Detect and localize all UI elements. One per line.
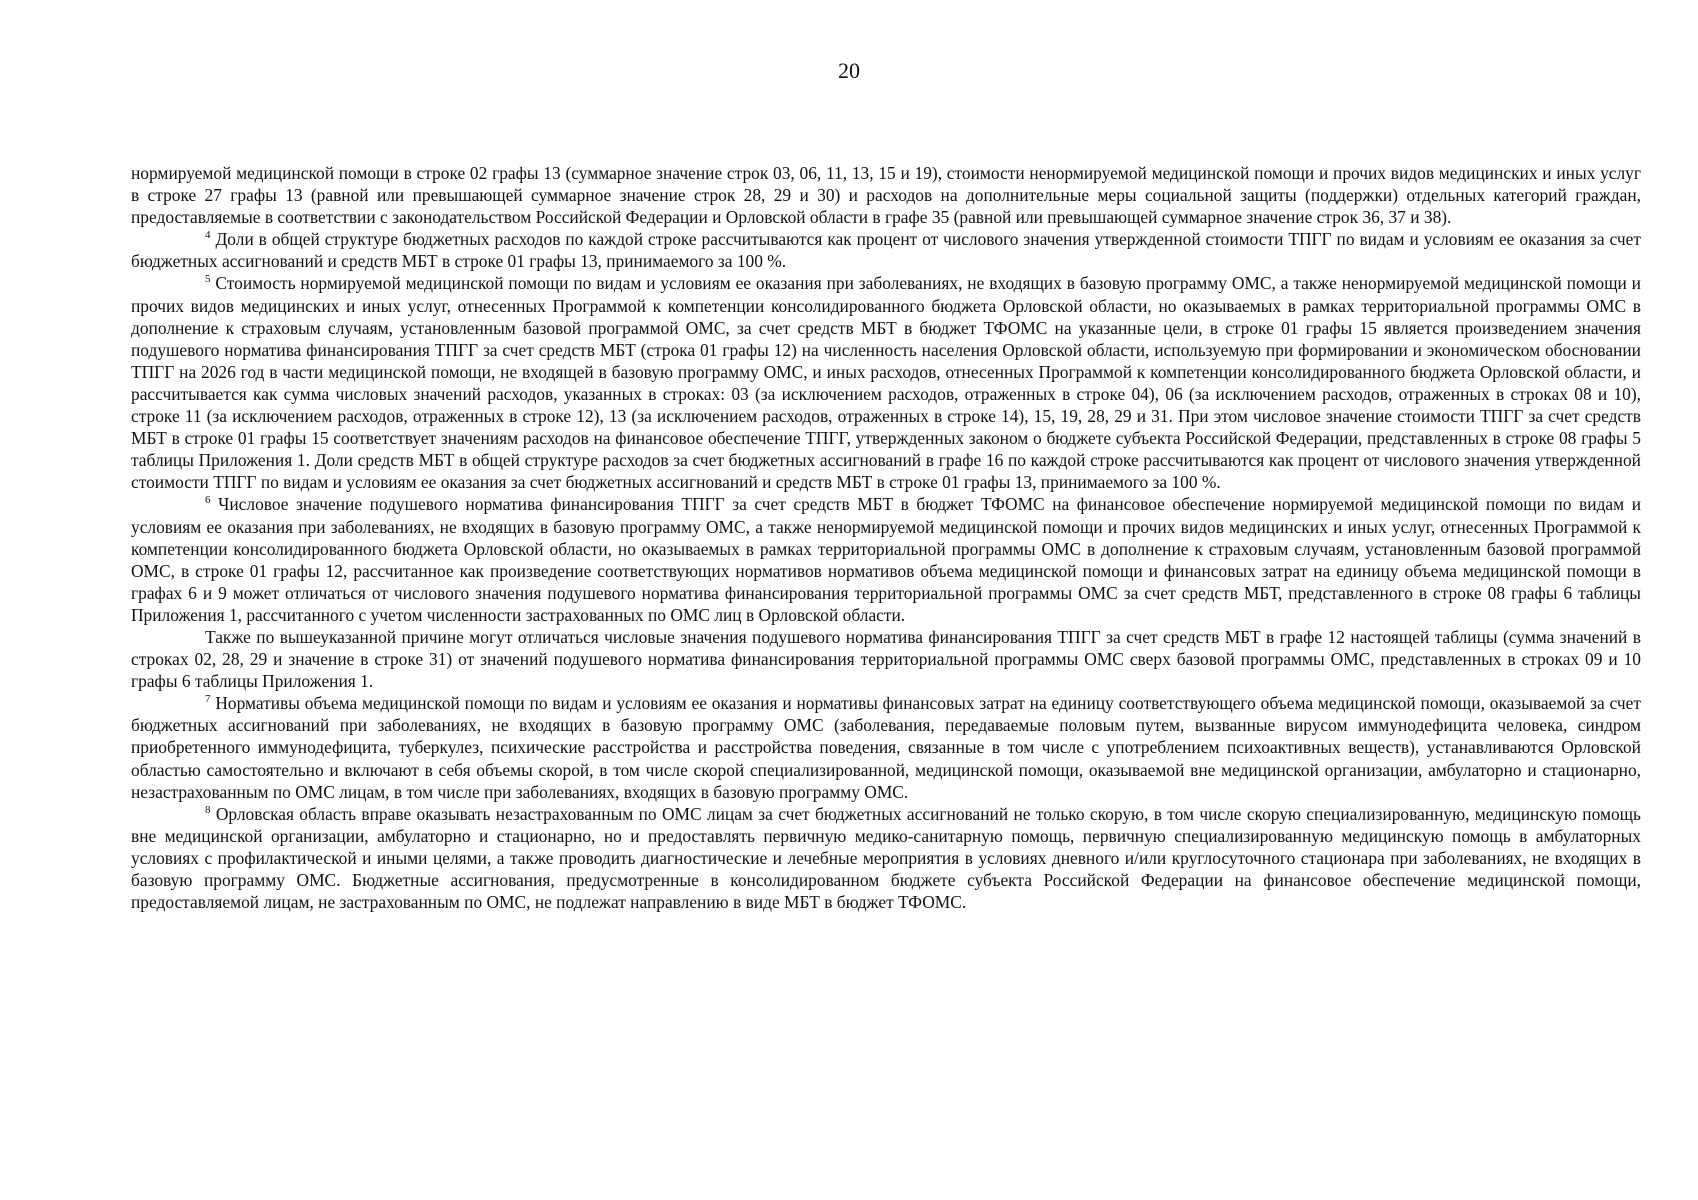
footnote-marker: 6 bbox=[205, 494, 211, 507]
footnote-7 bbox=[131, 692, 1641, 802]
footnote-4 bbox=[131, 228, 1641, 272]
footnote-text: Орловская область вправе оказывать незастрахованным по ОМС лицам за счет бюджетных ассигнований не только скорую, в том числе скорую специализированную, медицинскую помощь вне медицинской организации, амбулаторно и стационарно, но и предоставлять первичную медико-санитарную помощь, первичную специализированную медицинскую помощь в амбулаторных условиях с профилактической и иными целями, а также проводить диагностические и лечебные мероприятия в условиях дневного и/или круглосуточного стационара при заболеваниях, не входящих в базовую программу ОМС. Бюджетные ассигнования, предусмотренные в консолидированном бюджете субъекта Российской Федерации на финансовое обеспечение медицинской помощи, предоставляемой лицам, не застрахованным по ОМС, не подлежат направлению в виде МБТ в бюджет ТФОМС. bbox=[131, 803, 1641, 913]
footnote-text: Стоимость нормируемой медицинской помощи по видам и условиям ее оказания при заболеваниях, не входящих в базовую программу ОМС, а также ненормируемой медицинской помощи и прочих видов медицинских и иных услуг, отнесенных Программой к компетенции консолидированного бюджета Орловской области, но оказываемых в рамках территориальной программы ОМС в дополнение к страховым случаям, установленным базовой программой ОМС, за счет средств МБТ в бюджет ТФОМС на указанные цели, в строке 01 графы 15 является произведением значения подушевого норматива финансирования ТПГГ за счет средств МБТ (строка 01 графы 12) на численность населения Орловской области, используемую при формировании и экономическом обосновании ТПГГ на 2026 год в части медицинской помощи, не входящей в базовую программу ОМС, и иных расходов, отнесенных Программой к компетенции консолидированного бюджета Орловской области, и рассчитывается как сумма числовых значений расходов, указанных в строках: 03 (за исключением расходов, отраженных в строке 04), 06 (за исключением расходов, отраженных в строках 08 и 10), строке 11 (за исключением расходов, отраженных в строке 12), 13 (за исключением расходов, отраженных в строке 14), 15, 19, 28, 29 и 31. При этом числовое значение стоимости ТПГГ за счет средств МБТ в строке 01 графы 15 соответствует значениям расходов на финансовое обеспечение ТПГГ, утвержденных законом о бюджете субъекта Российской Федерации, представленных в строке 08 графы 5 таблицы Приложения 1. Доли средств МБТ в общей структуре расходов за счет бюджетных ассигнований в графе 16 по каждой строке рассчитываются как процент от числового значения утвержденной стоимости ТПГГ по видам и условиям ее оказания за счет бюджетных ассигнований и средств МБТ в строке 01 графы 13, принимаемого за 100 %. bbox=[131, 273, 1641, 493]
paragraph-text: нормируемой медицинской помощи в строке 02 графы 13 (суммарное значение строк 03, 06, 11, 13, 15 и 19), стоимости ненормируемой медицинской помощи и прочих видов медицинских и иных услуг в строке 27 графы 13 (равной или превышающей суммарное значение строк 28, 29 и 30) и расходов на дополнительные меры социальной защиты (поддержки) отдельных категорий граждан, предоставляемые в соответствии с законодательством Российской Федерации и Орловской области в графе 35 (равной или превышающей суммарное значение строк 36, 37 и 38). bbox=[131, 163, 1641, 228]
footnote-marker: 7 bbox=[205, 693, 211, 706]
footnote-text: Числовое значение подушевого норматива финансирования ТПГГ за счет средств МБТ в бюджет ТФОМС на финансовое обеспечение нормируемой медицинской помощи по видам и условиям ее оказания при заболеваниях, не входящих в базовую программу ОМС, а также ненормируемой медицинской помощи и прочих видов медицинских и иных услуг, отнесенных Программой к компетенции консолидированного бюджета Орловской области, но оказываемых в рамках территориальной программы ОМС в дополнение к страховым случаям, установленным базовой программой ОМС, в строке 01 графы 12, рассчитанное как произведение соответствующих нормативов нормативов объема медицинской помощи и финансовых затрат на единицу объема медицинской помощи в графах 6 и 9 может отличаться от числового значения подушевого норматива финансирования территориальной программы ОМС за счет средств МБТ, представленного в строке 08 графы 6 таблицы Приложения 1, рассчитанного с учетом численности застрахованных по ОМС лиц в Орловской области. bbox=[131, 494, 1641, 625]
footnote-text: Нормативы объема медицинской помощи по видам и условиям ее оказания и нормативы финансовых затрат на единицу соответствующего объема медицинской помощи, оказываемой за счет бюджетных ассигнований при заболеваниях, не входящих в базовую программу ОМС (заболевания, передаваемые половым путем, вызванные вирусом иммунодефицита человека, синдром приобретенного иммунодефицита, туберкулез, психические расстройства и расстройства поведения, связанные в том числе с употреблением психоактивных веществ), устанавливаются Орловской областью самостоятельно и включают в себя объемы скорой, в том числе скорой специализированной, медицинской помощи, оказываемой вне медицинской организации, амбулаторно и стационарно, незастрахованным по ОМС лицам, в том числе при заболеваниях, входящих в базовую программу ОМС. bbox=[131, 693, 1641, 802]
footnote-6 bbox=[131, 493, 1641, 626]
paragraph-text: Также по вышеуказанной причине могут отличаться числовые значения подушевого норматива финансирования ТПГГ за счет средств МБТ в графе 12 настоящей таблицы (сумма значений в строках 02, 28, 29 и значение в строке 31) от значений подушевого норматива финансирования территориальной программы ОМС сверх базовой программы ОМС, представленных в строках 09 и 10 графы 6 таблицы Приложения 1. bbox=[131, 626, 1641, 692]
footnote-marker: 5 bbox=[205, 273, 211, 286]
paragraph-also bbox=[131, 626, 1641, 692]
footnote-marker: 8 bbox=[205, 803, 211, 816]
page-number: 20 bbox=[838, 58, 860, 83]
footnote-text: Доли в общей структуре бюджетных расходов по каждой строке рассчитываются как процент от числового значения утвержденной стоимости ТПГГ по видам и условиям ее оказания за счет бюджетных ассигнований и средств МБТ в строке 01 графы 13, принимаемого за 100 %. bbox=[131, 229, 1641, 272]
footnote-8 bbox=[131, 803, 1641, 913]
paragraph-continuation bbox=[131, 162, 1641, 228]
footnote-5 bbox=[131, 272, 1641, 493]
footnote-marker: 4 bbox=[205, 229, 211, 242]
document-body bbox=[131, 162, 1641, 913]
